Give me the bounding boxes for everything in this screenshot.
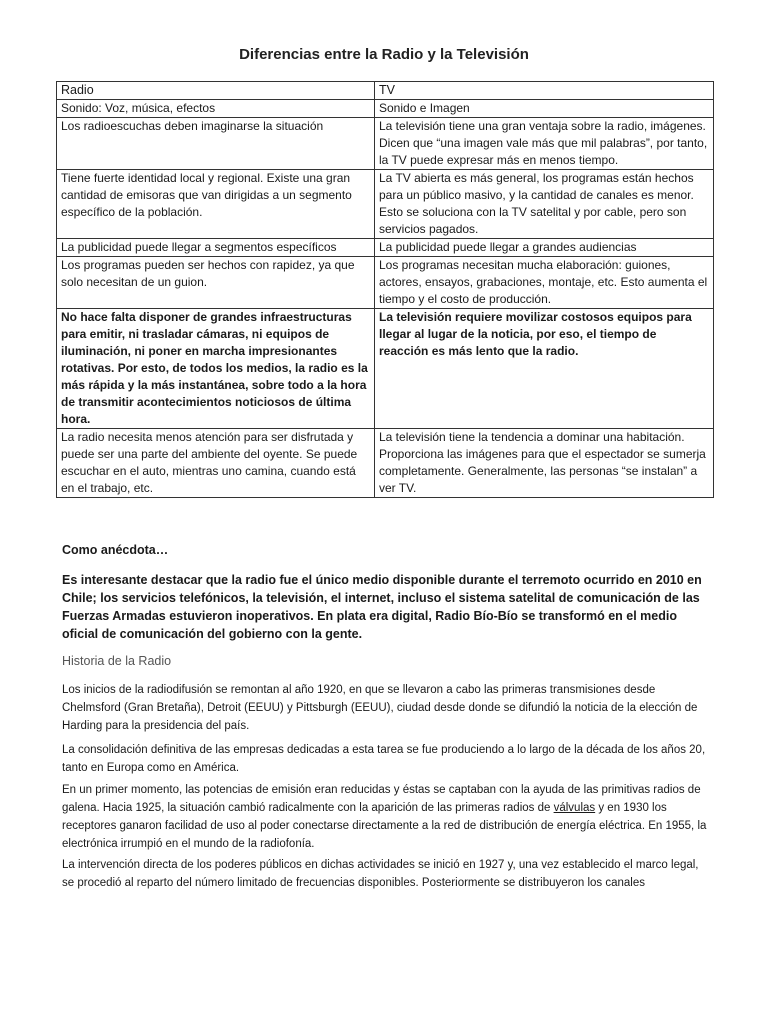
table-header-radio: Radio (57, 82, 375, 100)
table-row (57, 239, 714, 257)
table-cell-radio: Tiene fuerte identidad local y regional. Existe una gran cantidad de emisoras que van dirigidas a un segmento específico de la población. (57, 170, 375, 239)
table-header-tv: TV (375, 82, 714, 100)
table-cell-tv: La publicidad puede llegar a grandes audiencias (375, 239, 714, 257)
table-cell-tv: La televisión tiene una gran ventaja sobre la radio, imágenes. Dicen que “una imagen vale más que mil palabras”, por tanto, la TV puede expresar más en menos tiempo. (375, 118, 714, 170)
history-paragraph-3-start: En un primer momento, las potencias de emisión eran reducidas y éstas se captaban con la ayuda de las primitivas radios de galena. Hacia 1925, la situación cambió radicalmente con la aparición de las primeras radios de (62, 784, 701, 814)
history-heading: Historia de la Radio (62, 654, 172, 668)
table-cell-tv: Los programas necesitan mucha elaboración: guiones, actores, ensayos, grabaciones, montaje, etc. Esto aumenta el tiempo y el costo de producción. (375, 257, 714, 309)
table-cell-tv: Sonido e Imagen (375, 100, 714, 118)
table-row (57, 170, 714, 239)
table-cell-radio: Sonido: Voz, música, efectos (57, 100, 375, 118)
table-cell-radio: Los radioescuchas deben imaginarse la situación (57, 118, 375, 170)
table-cell-tv: La TV abierta es más general, los programas están hechos para un público masivo, y la cantidad de canales es menor. Esto se soluciona con la TV satelital y por cable, pero son servicios pagados. (375, 170, 714, 239)
valvulas-link[interactable]: válvulas (553, 802, 596, 814)
history-paragraph-3-end: y en 1930 los receptores ganaron facilidad de uso al poder conectarse directamente a la red de distribución de energía eléctrica. En 1955, la electrónica irrumpió en el mundo de la radiofonía. (62, 802, 707, 850)
table-cell-tv: La televisión requiere movilizar costosos equipos para llegar al lugar de la noticia, por eso, el tiempo de reacción es más lento que la radio. (375, 309, 714, 429)
document-title: Diferencias entre la Radio y la Televisión (239, 46, 529, 63)
history-paragraph-3 (62, 781, 712, 853)
table-row (57, 118, 714, 170)
anecdote-heading: Como anécdota… (62, 543, 169, 557)
table-cell-tv: La televisión tiene la tendencia a dominar una habitación. Proporciona las imágenes para que el espectador se sumerja completamente. Generalmente, las personas “se instalan” a ver TV. (375, 429, 714, 498)
table-row (57, 309, 714, 429)
history-paragraph-1: Los inicios de la radiodifusión se remontan al año 1920, en que se llevaron a cabo las primeras transmisiones desde Chelmsford (Gran Bretaña), Detroit (EEUU) y Pittsburgh (EEUU), ciudad desde donde se difundió la noticia de la elección de Harding para la presidencia del país. (62, 684, 698, 732)
table-row (57, 429, 714, 498)
table-cell-radio: La radio necesita menos atención para ser disfrutada y puede ser una parte del ambiente del oyente. Se puede escuchar en el auto, mientras uno camina, cuando está en el trabajo, etc. (57, 429, 375, 498)
anecdote-paragraph: Es interesante destacar que la radio fue el único medio disponible durante el terremoto ocurrido en 2010 en Chile; los servicios telefónicos, la televisión, el internet, incluso el sistema satelital de comunicación de las Fuerzas Armadas estuvieron inoperativos. En plata era digital, Radio Bío-Bío se transformó en el medio oficial de comunicación del gobierno con la gente. (62, 573, 702, 641)
table-cell-radio: Los programas pueden ser hechos con rapidez, ya que solo necesitan de un guion. (57, 257, 375, 309)
table-row (57, 257, 714, 309)
table-cell-radio: No hace falta disponer de grandes infraestructuras para emitir, ni trasladar cámaras, ni equipos de iluminación, ni poner en marcha impresionantes rotativas. Por esto, de todos los medios, la radio es la más rápida y la más instantánea, sobre todo a la hora de transmitir acontecimientos noticiosos de última hora. (57, 309, 375, 429)
table-row (57, 100, 714, 118)
table-cell-radio: La publicidad puede llegar a segmentos específicos (57, 239, 375, 257)
table-header-row (57, 82, 714, 100)
comparison-table (56, 81, 714, 498)
history-paragraph-4: La intervención directa de los poderes públicos en dichas actividades se inició en 1927 y, una vez establecido el marco legal, se procedió al reparto del número limitado de frecuencias disponibles. Posteriormente se distribuyeron los canales (62, 859, 699, 889)
history-paragraph-2: La consolidación definitiva de las empresas dedicadas a esta tarea se fue produciendo a lo largo de la década de los años 20, tanto en Europa como en América. (62, 744, 706, 774)
